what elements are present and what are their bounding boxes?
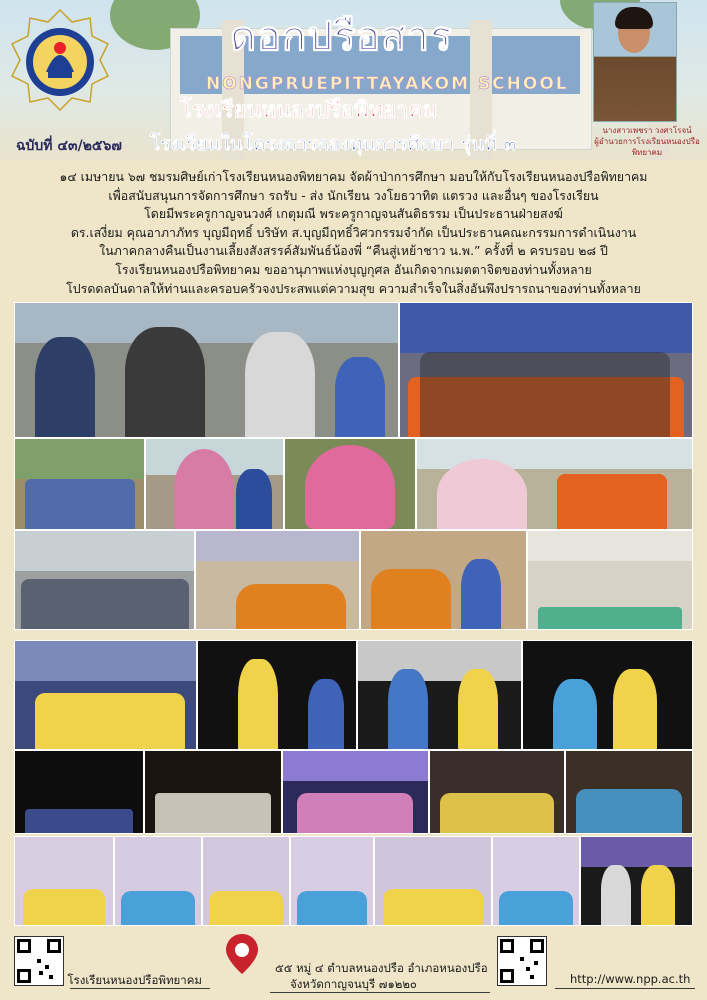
photo-group-stage-1 [14,836,114,926]
photo-singer-night [580,836,693,926]
photo-dinner-tables-2 [565,750,693,834]
photo-group-stage-6 [492,836,580,926]
issue-number: ฉบับที่ ๔๓/๒๕๖๗ [16,138,122,154]
website-link[interactable]: http://www.npp.ac.th [570,972,691,986]
photo-dinner-tables-1 [429,750,565,834]
intro-line: โรงเรียนหนองปรือพิทยาคม ขออานุภาพแห่งบุญกุศล อันเกิดจากเมตตาจิตของท่านทั้งหลาย [115,261,592,277]
photo-guests-seated [14,302,399,438]
photo-dancers [282,750,429,834]
intro-line: เพื่อสนับสนุนการจัดการศึกษา รถรับ - ส่ง นักเรียน วงโยธวาทิต แตรวง และอื่นๆ ของโรงเรียน [108,187,599,203]
director-name: นางสาวเพชรา วงศาโรจน์ [602,126,692,135]
photo-money-tree-parade [284,438,416,530]
photo-group-stage-2 [114,836,202,926]
photo-outdoor-procession [14,438,145,530]
intro-line: ในภาคกลางคืนเป็นงานเลี้ยงสังสรรค์สัมพันธ์น้องพี่ “คืนสู่เหย้าชาว น.พ.” ครั้งที่ ๒ ครบรอบ ๒๘ ปี [99,243,608,259]
masthead-header [0,0,707,160]
director-title: ผู้อำนวยการโรงเรียนหนองปรือพิทยาคม [594,137,700,157]
photo-empty-hall [527,530,693,630]
photo-monks-offering [360,530,527,630]
director-photo [593,2,677,122]
photo-reunion-guests [522,640,693,750]
photo-marching-band [144,750,282,834]
map-pin-icon [220,932,264,976]
footer-divider [555,988,695,989]
intro-line: ๑๔ เมษายน ๖๗ ชมรมศิษย์เก่าโรงเรียนหนองพิทยาคม จัดผ้าป่าการศึกษา มอบให้กับโรงเรียนหนองปรือพิทยาคม [59,169,648,184]
intro-paragraph [20,168,687,298]
photo-audience-hall [14,530,195,630]
footer-divider [270,992,490,993]
intro-line: โปรดดลบันดาลให้ท่านและครอบครัวจงประสพแต่ความสุข ความสำเร็จในสิ่งอันพึงปรารถนาของท่านทั้งหลาย [66,280,641,296]
director-hair [615,7,653,29]
photo-group-stage-5 [374,836,492,926]
school-name-english: NONGPRUEPITTAYAKOM SCHOOL [206,74,569,94]
school-name-thai: โรงเรียนหนองปรือพิทยาคม [180,98,438,123]
photo-stage-performers [14,640,197,750]
photo-award-handover [357,640,522,750]
director-caption [591,125,703,158]
photo-group-stage-4 [290,836,374,926]
masthead-title: ดอกปรือสาร [230,13,453,60]
footer-address-line-1: ๕๕ หมู่ ๔ ตำบลหนองปรือ อำเภอหนองปรือ [275,961,488,975]
intro-line: ดร.เสงี่ยม คุณอาภาภัทร บุญมีฤทธิ์ บริษัท ส.บุญมีฤทธิ์วิศวกรรมจำกัด เป็นประธานคณะกรรมการดำเนินงาน [70,224,637,240]
footer-school-name: โรงเรียนหนองปรือพิทยาคม [67,973,202,987]
photo-night-band [14,750,144,834]
photo-group-stage-3 [202,836,290,926]
photo-group-photo-hall [399,302,693,438]
photo-students-orange [416,438,693,530]
intro-line: โดยมีพระครูกาญจนวงศ์ เกตุมณี พระครูกาญจนสันติธรรม เป็นประธานฝ่ายสงฆ์ [144,206,563,222]
footer [0,932,707,1000]
photo-mc-speaking [197,640,357,750]
photo-money-tree [145,438,284,530]
qr-code-icon[interactable] [497,936,547,986]
photo-monks-ceremony [195,530,360,630]
footer-divider [70,988,210,989]
footer-address-line-2: จังหวัดกาญจนบุรี ๗๑๒๒๐ [290,977,417,991]
school-emblem-icon [8,8,112,112]
project-line: โรงเรียนในโครงการกองทุนการศึกษา รุ่นที่ ๓ [150,133,517,155]
